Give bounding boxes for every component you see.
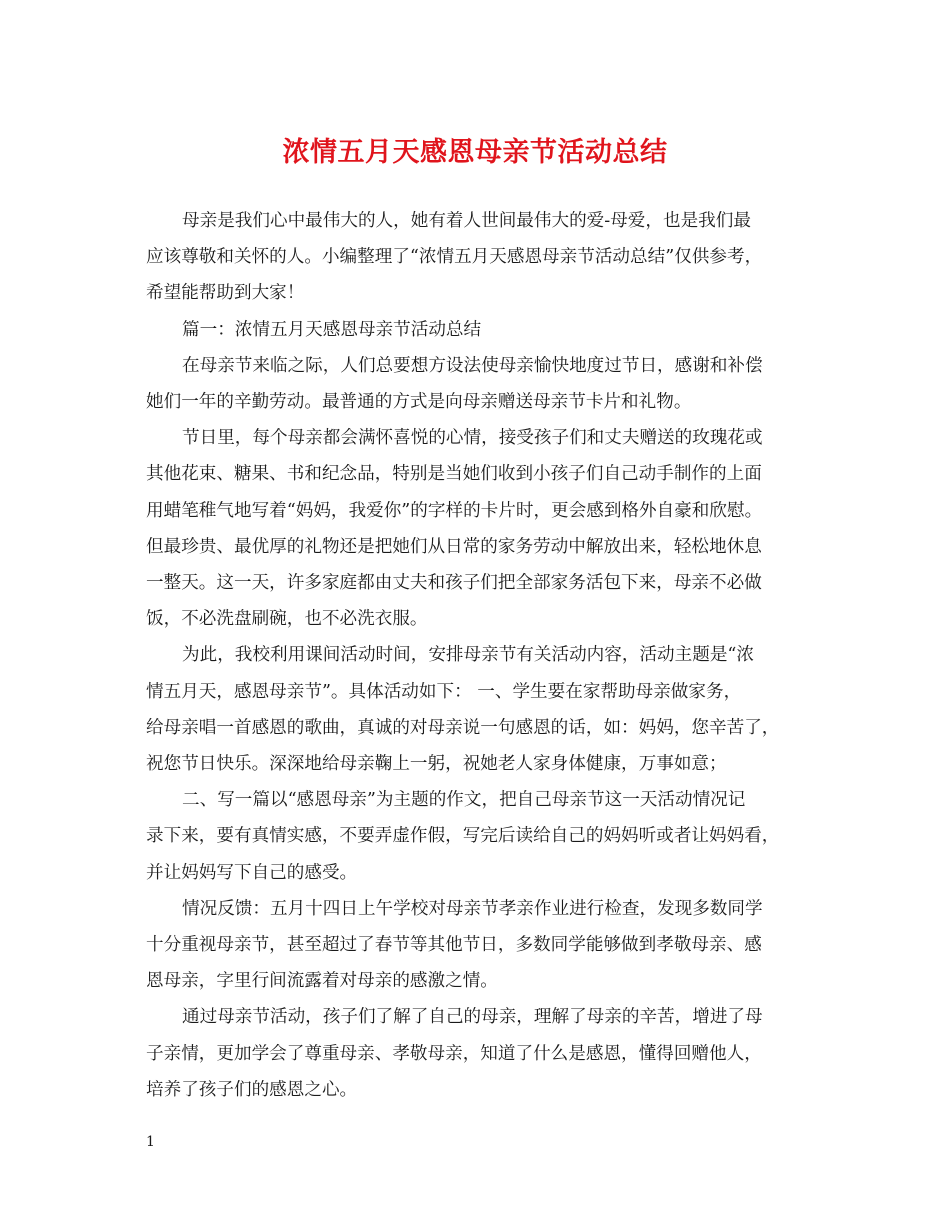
text-line: 她们一年的辛勤劳动。最普通的方式是向母亲赠送母亲节卡片和礼物。 xyxy=(146,392,692,413)
text-line: 但最珍贵、最优厚的礼物还是把她们从日常的家务劳动中解放出来，轻松地休息 xyxy=(146,536,762,557)
paragraph-section-heading xyxy=(146,312,810,348)
paragraph xyxy=(146,348,810,420)
text-line: 希望能帮助到大家！ xyxy=(146,283,305,304)
text-line: 母亲是我们心中最伟大的人，她有着人世间最伟大的爱-母爱，也是我们最 xyxy=(182,211,751,231)
text-line: 给母亲唱一首感恩的歌曲，真诚的对母亲说一句感恩的话，如：妈妈，您辛苦了， xyxy=(146,717,780,738)
paragraph xyxy=(146,782,810,891)
paragraph xyxy=(146,999,810,1108)
text-line: 子亲情，更加学会了尊重母亲、孝敬母亲，知道了什么是感恩，懂得回赠他人， xyxy=(146,1043,762,1064)
paragraph-intro xyxy=(146,203,810,312)
text-line: 篇一：浓情五月天感恩母亲节活动总结 xyxy=(182,319,482,340)
text-line: 其他花束、糖果、书和纪念品，特别是当她们收到小孩子们自己动手制作的上面 xyxy=(146,464,762,485)
text-line: 用蜡笔稚气地写着“妈妈，我爱你”的字样的卡片时，更会感到格外自豪和欣慰。 xyxy=(146,500,763,521)
text-line: 十分重视母亲节，甚至超过了春节等其他节日，多数同学能够做到孝敬母亲、感 xyxy=(146,935,762,956)
text-line: 在母亲节来临之际，人们总要想方设法使母亲愉快地度过节日，感谢和补偿 xyxy=(182,355,763,376)
paragraph xyxy=(146,891,810,1000)
document-body xyxy=(146,203,810,1108)
text-line: 恩母亲，字里行间流露着对母亲的感激之情。 xyxy=(146,971,498,992)
page-number: 1 xyxy=(146,1134,155,1150)
text-line: 一整天。这一天，许多家庭都由丈夫和孩子们把全部家务活包下来，母亲不必做 xyxy=(146,573,762,594)
paragraph xyxy=(146,637,810,782)
document-title: 浓情五月天感恩母亲节活动总结 xyxy=(282,137,668,168)
text-line: 情况反馈：五月十四日上午学校对母亲节孝亲作业进行检查，发现多数同学 xyxy=(182,898,763,919)
paragraph xyxy=(146,420,810,637)
text-line: 为此，我校利用课间活动时间，安排母亲节有关活动内容，活动主题是“浓 xyxy=(182,645,754,666)
text-line: 应该尊敬和关怀的人。小编整理了“浓情五月天感恩母亲节活动总结”仅供参考， xyxy=(146,247,763,268)
text-line: 情五月天，感恩母亲节”。具体活动如下： 一、学生要在家帮助母亲做家务， xyxy=(146,681,742,702)
text-line: 并让妈妈写下自己的感受。 xyxy=(146,862,358,883)
text-line: 培养了孩子们的感恩之心。 xyxy=(146,1079,358,1100)
text-line: 二、写一篇以“感恩母亲”为主题的作文，把自己母亲节这一天活动情况记 xyxy=(182,790,746,811)
text-line: 节日里，每个母亲都会满怀喜悦的心情，接受孩子们和丈夫赠送的玫瑰花或 xyxy=(182,428,763,449)
text-line: 饭，不必洗盘刷碗，也不必洗衣服。 xyxy=(146,609,428,630)
text-line: 录下来，要有真情实感，不要弄虚作假，写完后读给自己的妈妈听或者让妈妈看， xyxy=(146,826,780,847)
text-line: 通过母亲节活动，孩子们了解了自己的母亲，理解了母亲的辛苦，增进了母 xyxy=(182,1007,763,1028)
text-line: 祝您节日快乐。深深地给母亲鞠上一躬，祝她老人家身体健康，万事如意； xyxy=(146,754,727,775)
